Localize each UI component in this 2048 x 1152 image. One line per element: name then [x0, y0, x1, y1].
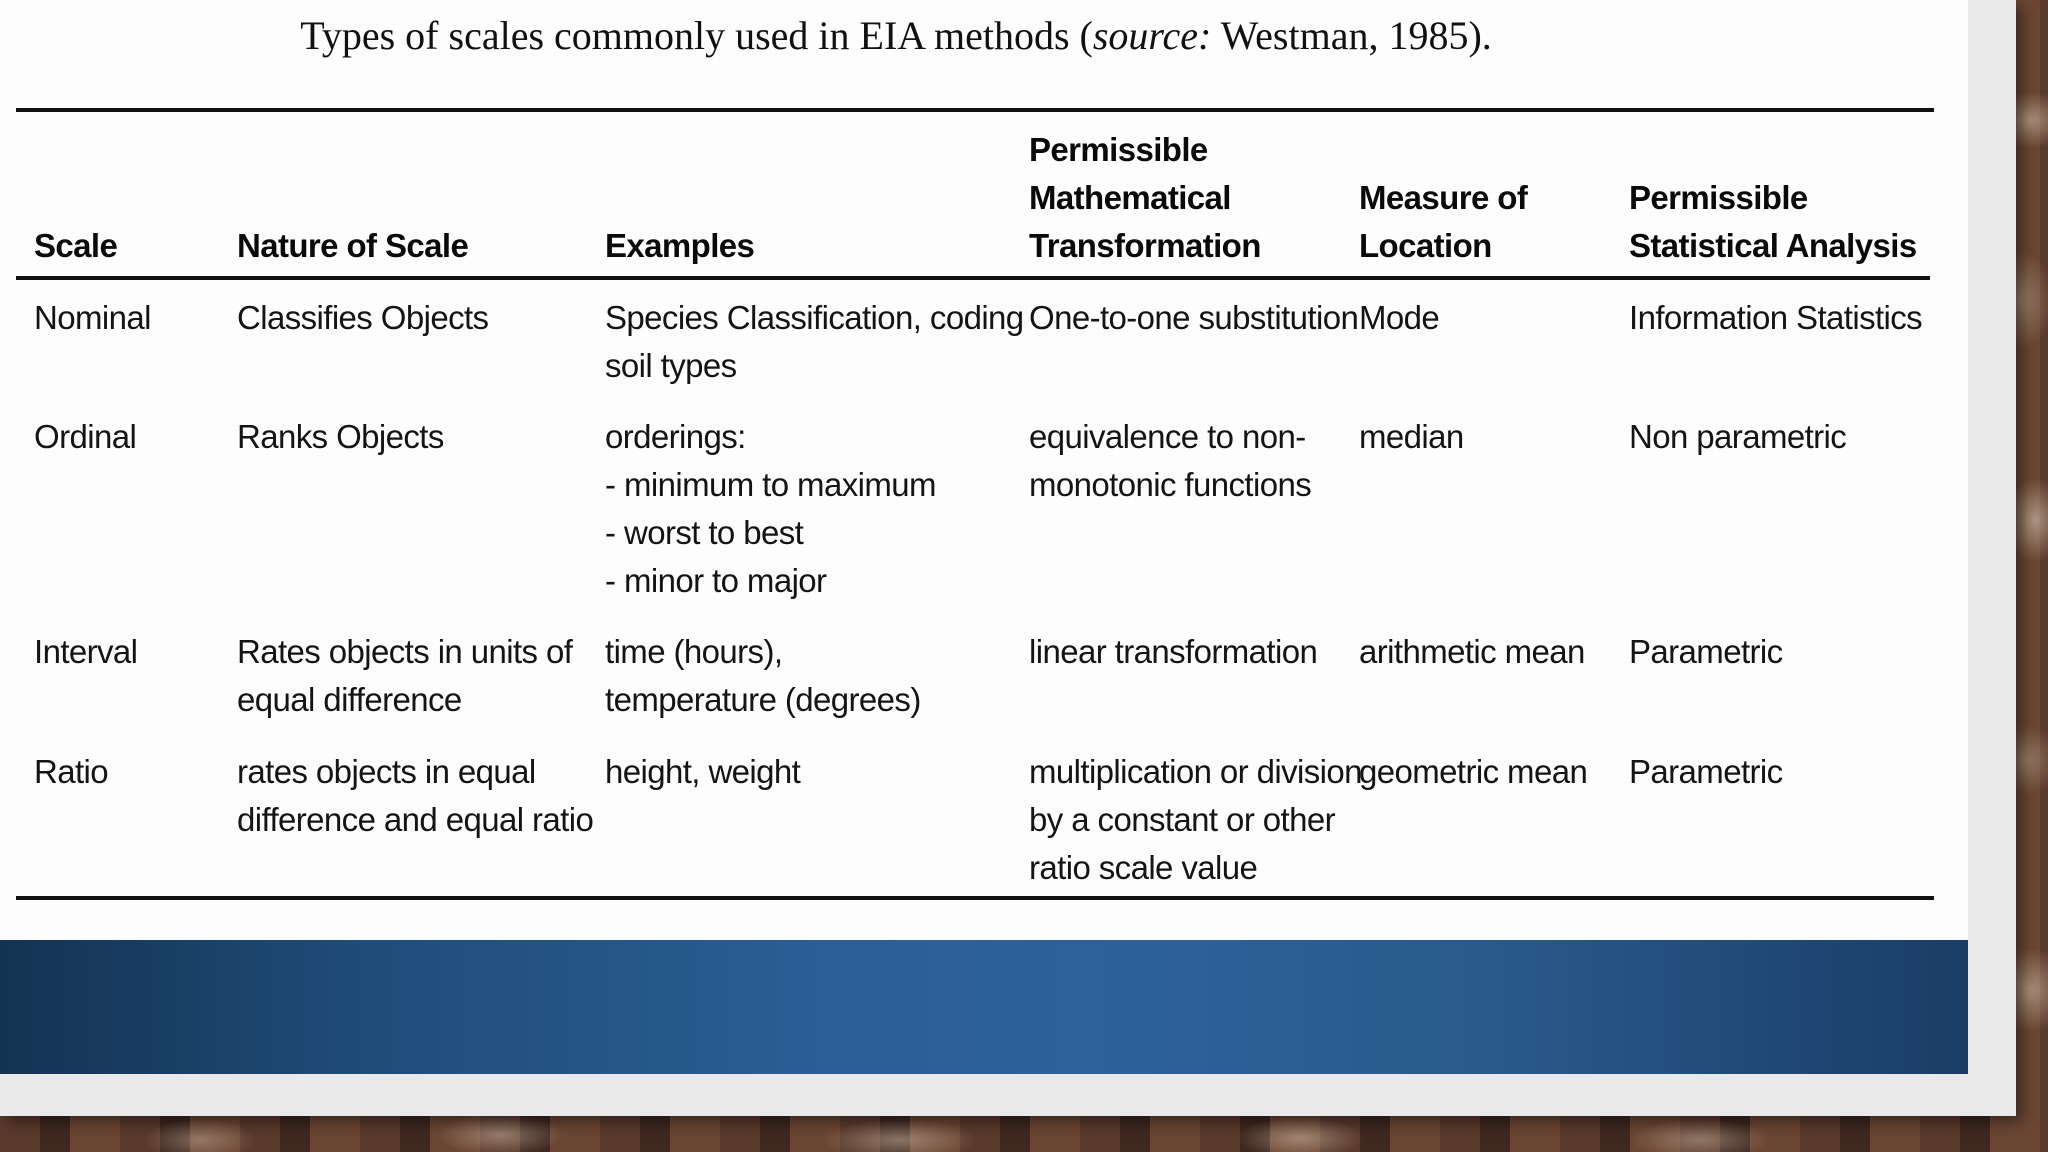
- cell-transformation: [1029, 294, 1359, 342]
- cell-transformation: [1029, 628, 1359, 676]
- header-examples: [605, 222, 1025, 270]
- header-permissible-mathematical-transformation: [1029, 126, 1359, 270]
- cell-line: Interval: [34, 633, 138, 670]
- header-line: Permissible: [1629, 179, 1808, 216]
- cell-line: linear transformation: [1029, 633, 1318, 670]
- cell-line: median: [1359, 418, 1464, 455]
- table-bottom-rule: [16, 896, 1934, 900]
- cell-line: - minor to major: [605, 562, 827, 599]
- cell-line: - worst to best: [605, 514, 804, 551]
- footer-color-band: [0, 940, 1968, 1074]
- cell-line: equivalence to non-: [1029, 418, 1306, 455]
- table-header: [16, 112, 1934, 276]
- cell-line: Mode: [1359, 299, 1440, 336]
- caption-suffix: Westman, 1985).: [1211, 13, 1492, 58]
- cell-location: [1359, 748, 1629, 796]
- cell-analysis: [1629, 294, 1939, 342]
- header-line: Examples: [605, 227, 755, 264]
- cell-line: Species Classification, coding: [605, 299, 1024, 336]
- cell-line: soil types: [605, 347, 737, 384]
- header-line: Nature of Scale: [237, 227, 469, 264]
- cell-location: [1359, 628, 1629, 676]
- cell-line: geometric mean: [1359, 753, 1588, 790]
- header-line: Scale: [34, 227, 118, 264]
- cell-line: Rates objects in units of: [237, 633, 573, 670]
- cell-line: rates objects in equal: [237, 753, 536, 790]
- header-line: Mathematical: [1029, 179, 1231, 216]
- cell-line: difference and equal ratio: [237, 801, 594, 838]
- cell-line: arithmetic mean: [1359, 633, 1585, 670]
- header-line: Measure of: [1359, 179, 1528, 216]
- caption-prefix: Types of scales commonly used in EIA methods (: [300, 13, 1093, 58]
- cell-examples: [605, 294, 1025, 390]
- cell-line: Nominal: [34, 299, 151, 336]
- cell-analysis: [1629, 748, 1939, 796]
- header-line: Location: [1359, 227, 1492, 264]
- cell-line: monotonic functions: [1029, 466, 1312, 503]
- header-line: Transformation: [1029, 227, 1261, 264]
- cell-line: multiplication or division: [1029, 753, 1362, 790]
- cell-line: time (hours),: [605, 633, 783, 670]
- cell-line: by a constant or other: [1029, 801, 1335, 838]
- cell-nature: [237, 628, 587, 724]
- cell-line: Non parametric: [1629, 418, 1847, 455]
- cell-examples: [605, 748, 1025, 796]
- cell-location: [1359, 294, 1629, 342]
- header-line: Permissible: [1029, 131, 1208, 168]
- cell-location: [1359, 413, 1629, 461]
- cell-line: temperature (degrees): [605, 681, 921, 718]
- cell-nature: [237, 748, 594, 844]
- cell-line: Ranks Objects: [237, 418, 444, 455]
- header-measure-of-location: [1359, 174, 1629, 270]
- table-caption: [0, 12, 1792, 59]
- cell-line: - minimum to maximum: [605, 466, 936, 503]
- cell-scale: [34, 294, 224, 342]
- cell-transformation: [1029, 748, 1362, 892]
- cell-scale: [34, 628, 224, 676]
- cell-line: Information Statistics: [1629, 299, 1923, 336]
- header-line: Statistical Analysis: [1629, 227, 1917, 264]
- cell-scale: [34, 413, 224, 461]
- cell-analysis: [1629, 628, 1939, 676]
- header-permissible-statistical-analysis: [1629, 174, 1939, 270]
- cell-nature: [237, 294, 587, 342]
- cell-line: One-to-one substitution: [1029, 299, 1359, 336]
- cell-scale: [34, 748, 224, 796]
- cell-transformation: [1029, 413, 1359, 509]
- cell-line: Classifies Objects: [237, 299, 489, 336]
- cell-line: Parametric: [1629, 753, 1783, 790]
- cell-line: orderings:: [605, 418, 746, 455]
- caption-source-label: source:: [1092, 13, 1212, 58]
- cell-line: Parametric: [1629, 633, 1783, 670]
- cell-line: Ordinal: [34, 418, 137, 455]
- cell-examples: [605, 413, 1025, 605]
- cell-line: equal difference: [237, 681, 462, 718]
- cell-nature: [237, 413, 587, 461]
- cell-line: Ratio: [34, 753, 109, 790]
- cell-examples: [605, 628, 1025, 724]
- cell-line: ratio scale value: [1029, 849, 1258, 886]
- table-header-rule: [16, 276, 1930, 280]
- header-scale: [34, 222, 224, 270]
- header-nature-of-scale: [237, 222, 587, 270]
- cell-analysis: [1629, 413, 1939, 461]
- cell-line: height, weight: [605, 753, 801, 790]
